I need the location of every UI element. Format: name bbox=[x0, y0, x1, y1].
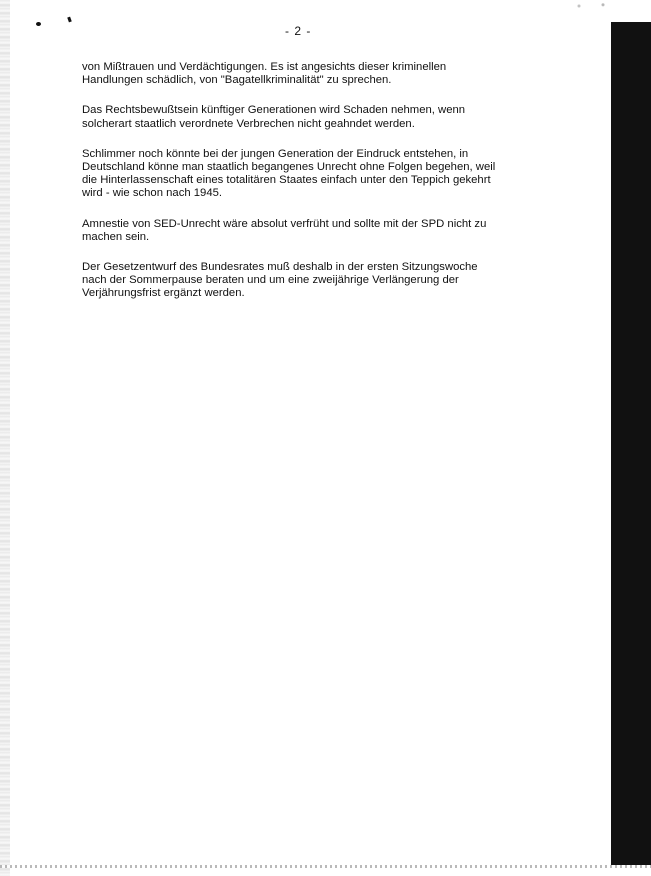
text-line: machen sein. bbox=[82, 230, 150, 243]
paragraph-5 bbox=[82, 261, 507, 301]
text-line: solcherart staatlich verordnete Verbrechen nicht geahndet werden. bbox=[82, 117, 415, 130]
text-line: Schlimmer noch könnte bei der jungen Generation der Eindruck entstehen, in bbox=[82, 147, 469, 160]
text-line: Deutschland könne man staatlich begangenes Unrecht ohne Folgen begehen, weil bbox=[82, 161, 496, 174]
paragraph-2 bbox=[82, 104, 507, 130]
page-number: - 2 - bbox=[285, 24, 312, 38]
scan-mark-dot bbox=[36, 22, 41, 26]
paragraph-1 bbox=[82, 61, 507, 87]
text-line: wird - wie schon nach 1945. bbox=[82, 187, 223, 200]
text-line: Handlungen schädlich, von "Bagatellkriminalität" zu sprechen. bbox=[82, 74, 392, 87]
text-line: von Mißtrauen und Verdächtigungen. Es ist angesichts dieser kriminellen bbox=[82, 61, 447, 73]
text-line: nach der Sommerpause beraten und um eine zweijährige Verlängerung der bbox=[82, 274, 459, 287]
text-line: die Hinterlassenschaft eines totalitären Staates einfach unter den Teppich gekehrt bbox=[82, 174, 491, 187]
text-line: Der Gesetzentwurf des Bundesrates muß deshalb in der ersten Sitzungswoche bbox=[82, 261, 478, 274]
paragraph-3 bbox=[82, 148, 507, 201]
scan-speckle bbox=[561, 0, 621, 12]
text-line: Das Rechtsbewußtsein künftiger Generationen wird Schaden nehmen, wenn bbox=[82, 104, 466, 117]
paragraph-4 bbox=[82, 218, 507, 244]
text-line: Verjährungsfrist ergänzt werden. bbox=[82, 287, 245, 300]
document-body bbox=[82, 61, 507, 318]
scan-bottom-edge bbox=[0, 865, 651, 868]
scan-left-edge bbox=[0, 0, 10, 876]
scan-right-edge bbox=[611, 20, 651, 865]
text-line: Amnestie von SED-Unrecht wäre absolut verfrüht und sollte mit der SPD nicht zu bbox=[82, 217, 487, 230]
